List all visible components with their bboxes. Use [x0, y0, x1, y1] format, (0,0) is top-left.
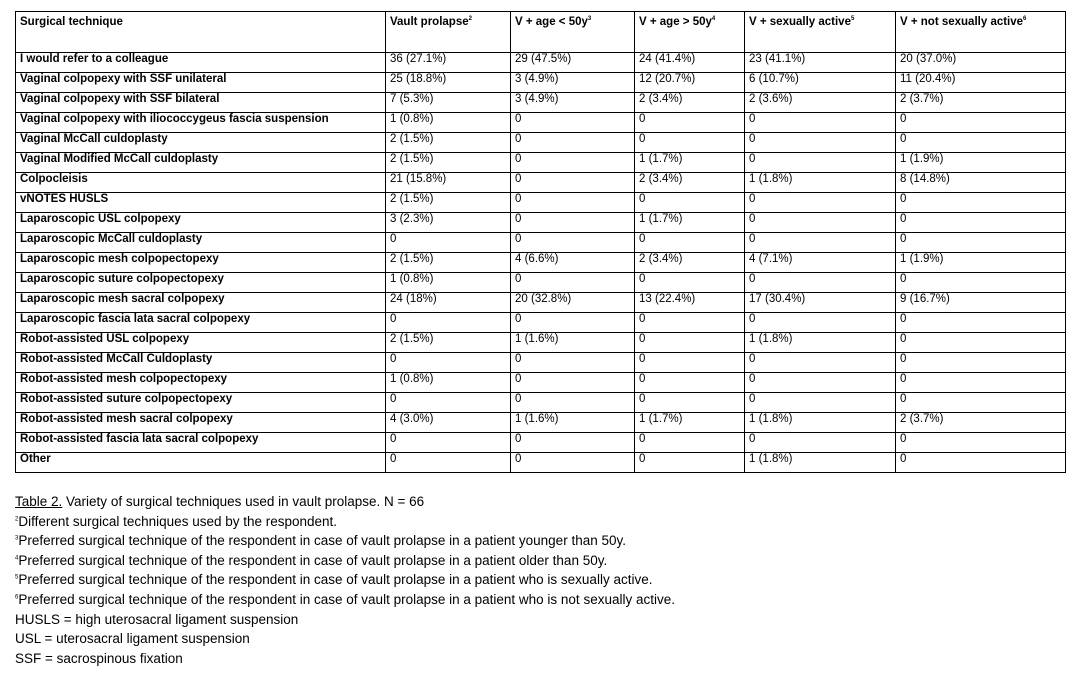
value-cell: 0 — [745, 353, 896, 373]
table-row — [16, 113, 1066, 133]
technique-cell: Robot-assisted mesh sacral colpopexy — [16, 413, 386, 433]
value-cell: 0 — [635, 453, 745, 473]
value-cell: 1 (1.7%) — [635, 153, 745, 173]
value-cell: 0 — [745, 213, 896, 233]
value-cell: 0 — [896, 453, 1066, 473]
value-cell: 0 — [896, 233, 1066, 253]
technique-cell: Vaginal colpopexy with SSF unilateral — [16, 73, 386, 93]
value-cell: 2 (1.5%) — [386, 253, 511, 273]
value-cell: 3 (4.9%) — [511, 93, 635, 113]
value-cell: 23 (41.1%) — [745, 53, 896, 73]
value-cell: 2 (3.7%) — [896, 413, 1066, 433]
table-row — [16, 93, 1066, 113]
technique-cell: Vaginal McCall culdoplasty — [16, 133, 386, 153]
value-cell: 0 — [635, 193, 745, 213]
value-cell: 20 (37.0%) — [896, 53, 1066, 73]
header-age-over-50: V + age > $50y^4$ — [635, 12, 745, 53]
value-cell: 0 — [511, 453, 635, 473]
value-cell: 0 — [896, 213, 1066, 233]
value-cell: 2 (3.7%) — [896, 93, 1066, 113]
value-cell: 0 — [386, 453, 511, 473]
value-cell: 4 (7.1%) — [745, 253, 896, 273]
value-cell: 1 (0.8%) — [386, 273, 511, 293]
value-cell: 0 — [511, 193, 635, 213]
technique-cell: Robot-assisted fascia lata sacral colpopexy — [16, 433, 386, 453]
value-cell: 0 — [386, 353, 511, 373]
value-cell: 25 (18.8%) — [386, 73, 511, 93]
value-cell: 0 — [896, 133, 1066, 153]
value-cell: 0 — [896, 193, 1066, 213]
value-cell: 0 — [745, 113, 896, 133]
value-cell: 0 — [896, 333, 1066, 353]
value-cell: 2 (3.4%) — [635, 253, 745, 273]
value-cell: 0 — [745, 133, 896, 153]
value-cell: 0 — [635, 273, 745, 293]
header-vault-prolapse: Vault prolapse$^2$ — [386, 12, 511, 53]
footnote: $^6$Preferred surgical technique of the respondent in case of vault prolapse in a patient who is not sexually active. — [15, 591, 675, 607]
table-row — [16, 73, 1066, 93]
value-cell: 0 — [745, 233, 896, 253]
technique-cell: vNOTES HUSLS — [16, 193, 386, 213]
value-cell: 0 — [635, 433, 745, 453]
value-cell: 24 (18%) — [386, 293, 511, 313]
value-cell: 36 (27.1%) — [386, 53, 511, 73]
value-cell: 0 — [511, 233, 635, 253]
technique-cell: Laparoscopic McCall culdoplasty — [16, 233, 386, 253]
value-cell: 0 — [511, 173, 635, 193]
value-cell: 0 — [896, 113, 1066, 133]
table-row — [16, 273, 1066, 293]
value-cell: 0 — [745, 313, 896, 333]
value-cell: 0 — [896, 393, 1066, 413]
value-cell: 0 — [745, 273, 896, 293]
value-cell: 0 — [896, 313, 1066, 333]
table-row — [16, 213, 1066, 233]
value-cell: 0 — [896, 373, 1066, 393]
value-cell: 1 (1.8%) — [745, 413, 896, 433]
value-cell: 20 (32.8%) — [511, 293, 635, 313]
technique-cell: Other — [16, 453, 386, 473]
table-row — [16, 173, 1066, 193]
value-cell: 8 (14.8%) — [896, 173, 1066, 193]
table-row — [16, 253, 1066, 273]
value-cell: 1 (1.9%) — [896, 253, 1066, 273]
header-sexually-active: V + sexually active$^5$ — [745, 12, 896, 53]
value-cell: 0 — [511, 113, 635, 133]
header-not-sexually-active: V + not sexually active$^6$ — [896, 12, 1066, 53]
footnote: $^5$Preferred surgical technique of the respondent in case of vault prolapse in a patient who is sexually active. — [15, 572, 653, 588]
value-cell: 1 (1.8%) — [745, 453, 896, 473]
techniques-table — [15, 11, 1066, 473]
value-cell: 1 (1.6%) — [511, 333, 635, 353]
value-cell: 2 (3.4%) — [635, 173, 745, 193]
technique-cell: Vaginal colpopexy with SSF bilateral — [16, 93, 386, 113]
value-cell: 17 (30.4%) — [745, 293, 896, 313]
value-cell: 4 (6.6%) — [511, 253, 635, 273]
table-row — [16, 373, 1066, 393]
abbreviation: SSF = sacrospinous fixation — [15, 650, 183, 666]
technique-cell: Robot-assisted mesh colpopectopexy — [16, 373, 386, 393]
table-row — [16, 233, 1066, 253]
value-cell: 1 (1.7%) — [635, 413, 745, 433]
technique-cell: Laparoscopic fascia lata sacral colpopexy — [16, 313, 386, 333]
table-row — [16, 53, 1066, 73]
technique-cell: Robot-assisted USL colpopexy — [16, 333, 386, 353]
value-cell: 0 — [511, 373, 635, 393]
table-row — [16, 313, 1066, 333]
abbreviation: HUSLS = high uterosacral ligament suspension — [15, 611, 299, 627]
value-cell: 2 (1.5%) — [386, 133, 511, 153]
value-cell: 0 — [635, 393, 745, 413]
value-cell: 0 — [386, 313, 511, 333]
value-cell: 0 — [635, 113, 745, 133]
technique-cell: Colpocleisis — [16, 173, 386, 193]
technique-cell: Vaginal colpopexy with iliococcygeus fascia suspension — [16, 113, 386, 133]
caption-label: Table 2. — [15, 494, 63, 509]
value-cell: 0 — [386, 433, 511, 453]
value-cell: 1 (1.8%) — [745, 173, 896, 193]
table-header-row — [16, 12, 1066, 53]
table-row — [16, 393, 1066, 413]
footnote: $^4$Preferred surgical technique of the respondent in case of vault prolapse in a patient older than 50y. — [15, 552, 608, 568]
table-row — [16, 413, 1066, 433]
table-row — [16, 333, 1066, 353]
value-cell: 0 — [635, 133, 745, 153]
header-surgical-technique: Surgical technique — [16, 12, 386, 53]
value-cell: 1 (1.8%) — [745, 333, 896, 353]
value-cell: 29 (47.5%) — [511, 53, 635, 73]
value-cell: 2 (3.6%) — [745, 93, 896, 113]
value-cell: 6 (10.7%) — [745, 73, 896, 93]
technique-cell: Robot-assisted McCall Culdoplasty — [16, 353, 386, 373]
value-cell: 24 (41.4%) — [635, 53, 745, 73]
table-notes — [15, 492, 1065, 668]
value-cell: 1 (0.8%) — [386, 113, 511, 133]
value-cell: 1 (1.7%) — [635, 213, 745, 233]
value-cell: 0 — [635, 313, 745, 333]
value-cell: 0 — [745, 433, 896, 453]
value-cell: 2 (3.4%) — [635, 93, 745, 113]
table-row — [16, 293, 1066, 313]
value-cell: 1 (1.6%) — [511, 413, 635, 433]
value-cell: 0 — [745, 393, 896, 413]
footnote: $^2$Different surgical techniques used by the respondent. — [15, 513, 338, 529]
value-cell: 0 — [896, 353, 1066, 373]
value-cell: 0 — [511, 133, 635, 153]
value-cell: 0 — [635, 353, 745, 373]
value-cell: 9 (16.7%) — [896, 293, 1066, 313]
caption-text: Variety of surgical techniques used in vault prolapse. N = 66 — [62, 494, 425, 509]
value-cell: 0 — [511, 273, 635, 293]
table-caption — [15, 492, 1065, 512]
value-cell: 2 (1.5%) — [386, 333, 511, 353]
value-cell: 0 — [386, 233, 511, 253]
value-cell: 0 — [511, 433, 635, 453]
abbreviation: USL = uterosacral ligament suspension — [15, 631, 250, 647]
value-cell: 0 — [745, 373, 896, 393]
value-cell: 0 — [635, 333, 745, 353]
table-row — [16, 153, 1066, 173]
technique-cell: Laparoscopic mesh colpopectopexy — [16, 253, 386, 273]
value-cell: 0 — [745, 193, 896, 213]
technique-cell: Laparoscopic mesh sacral colpopexy — [16, 293, 386, 313]
value-cell: 0 — [635, 373, 745, 393]
value-cell: 0 — [511, 393, 635, 413]
value-cell: 3 (4.9%) — [511, 73, 635, 93]
value-cell: 0 — [896, 273, 1066, 293]
footnote: $^3$Preferred surgical technique of the respondent in case of vault prolapse in a patient younger than 50y. — [15, 533, 626, 549]
value-cell: 0 — [386, 393, 511, 413]
value-cell: 0 — [511, 313, 635, 333]
technique-cell: Laparoscopic suture colpopectopexy — [16, 273, 386, 293]
technique-cell: Robot-assisted suture colpopectopexy — [16, 393, 386, 413]
value-cell: 3 (2.3%) — [386, 213, 511, 233]
table-row — [16, 193, 1066, 213]
table-row — [16, 133, 1066, 153]
value-cell: 4 (3.0%) — [386, 413, 511, 433]
header-age-under-50: V + age < $50y^3$ — [511, 12, 635, 53]
value-cell: 21 (15.8%) — [386, 173, 511, 193]
value-cell: 11 (20.4%) — [896, 73, 1066, 93]
table-row — [16, 353, 1066, 373]
technique-cell: Vaginal Modified McCall culdoplasty — [16, 153, 386, 173]
technique-cell: I would refer to a colleague — [16, 53, 386, 73]
value-cell: 2 (1.5%) — [386, 153, 511, 173]
value-cell: 0 — [635, 233, 745, 253]
value-cell: 0 — [511, 353, 635, 373]
value-cell: 12 (20.7%) — [635, 73, 745, 93]
table-row — [16, 433, 1066, 453]
value-cell: 13 (22.4%) — [635, 293, 745, 313]
value-cell: 0 — [896, 433, 1066, 453]
technique-cell: Laparoscopic USL colpopexy — [16, 213, 386, 233]
value-cell: 0 — [745, 153, 896, 173]
table-body — [16, 53, 1066, 473]
value-cell: 0 — [511, 153, 635, 173]
table-row — [16, 453, 1066, 473]
value-cell: 1 (1.9%) — [896, 153, 1066, 173]
value-cell: 1 (0.8%) — [386, 373, 511, 393]
value-cell: 2 (1.5%) — [386, 193, 511, 213]
value-cell: 0 — [511, 213, 635, 233]
value-cell: 7 (5.3%) — [386, 93, 511, 113]
